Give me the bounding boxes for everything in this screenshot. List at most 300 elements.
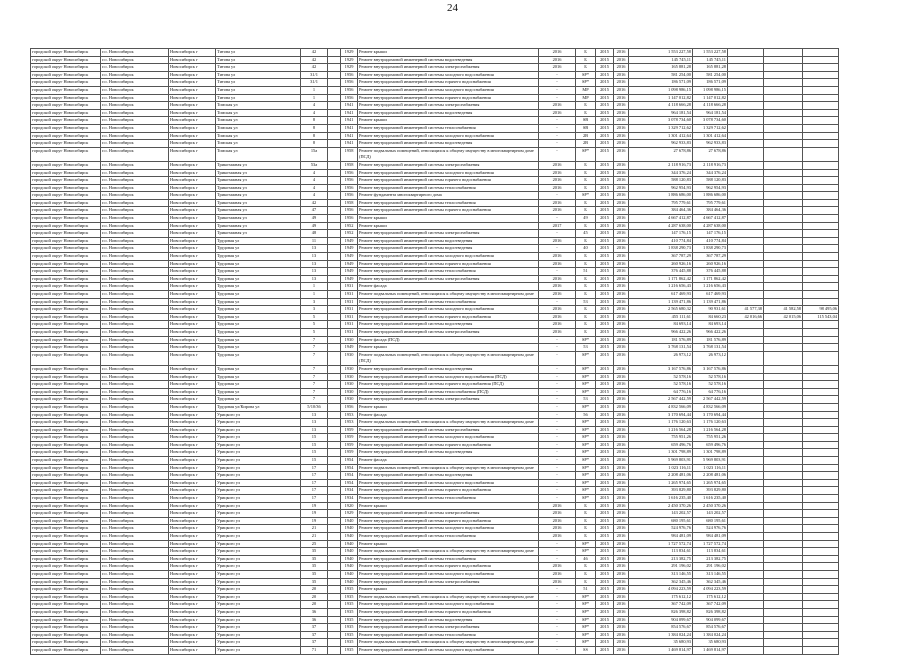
total-cost-cell: 3 078 734,60 [629, 117, 693, 125]
end-year-cell: 2016 [614, 495, 629, 503]
build-year-cell: 1931 [341, 321, 358, 329]
table-body [31, 49, 839, 655]
plan-year-cell: - [539, 373, 576, 381]
street-cell: Урицкого ул [216, 441, 301, 449]
fund-cost-cell: 1 384 024,24 [693, 631, 728, 639]
end-year-cell: 2016 [614, 102, 629, 110]
extra-3-cell [803, 472, 839, 480]
extra-3-cell [803, 495, 839, 503]
house-number-cell: 20 [301, 586, 328, 594]
building-cell [328, 510, 341, 518]
work-type-cell: Ремонт фасада [358, 411, 539, 419]
settlement-cell: г.о. Новосибирск [101, 56, 169, 64]
fund-cost-cell: 4 832 566,09 [693, 403, 728, 411]
build-year-cell: 1949 [341, 344, 358, 352]
total-cost-cell: 1 171 862,42 [629, 275, 693, 283]
building-cell [328, 109, 341, 117]
build-year-cell: 1929 [341, 56, 358, 64]
street-cell: Урицкого ул [216, 578, 301, 586]
fund-cost-cell: 145 745,11 [693, 56, 728, 64]
extra-3-cell [803, 94, 839, 102]
start-year-cell: 2015 [596, 215, 614, 223]
build-year-cell: 1930 [341, 373, 358, 381]
extra-2-cell [764, 328, 803, 336]
building-cell [328, 275, 341, 283]
build-year-cell: 1949 [341, 260, 358, 268]
extra-3-cell: 98 495,06 [803, 306, 839, 314]
city-cell: Новосибирск г [169, 593, 216, 601]
plan-year-cell: 2016 [539, 563, 576, 571]
work-type-cell: Ремонт внутридомовой инженерной системы электроснабжения [358, 396, 539, 404]
street-cell: Трудовая ул [216, 253, 301, 261]
extra-2-cell [764, 631, 803, 639]
building-cell [328, 464, 341, 472]
building-cell [328, 321, 341, 329]
building-cell [328, 381, 341, 389]
extra-3-cell: 115 543,04 [803, 313, 839, 321]
code-cell: SP* [576, 426, 596, 434]
district-cell: городской округ Новосибирск [31, 365, 101, 373]
district-cell: городской округ Новосибирск [31, 631, 101, 639]
total-cost-cell: 962 933,83 [629, 140, 693, 148]
building-cell [328, 457, 341, 465]
fund-cost-cell: 113 834,61 [693, 548, 728, 556]
plan-year-cell: 2016 [539, 161, 576, 169]
build-year-cell: 1954 [341, 457, 358, 465]
street-cell: Трудовая ул [216, 365, 301, 373]
end-year-cell: 2016 [614, 624, 629, 632]
district-cell: городской округ Новосибирск [31, 586, 101, 594]
district-cell: городской округ Новосибирск [31, 510, 101, 518]
plan-year-cell: - [539, 268, 576, 276]
plan-year-cell: 2016 [539, 169, 576, 177]
district-cell: городской округ Новосибирск [31, 291, 101, 299]
building-cell [328, 517, 341, 525]
start-year-cell: 2015 [596, 624, 614, 632]
district-cell: городской округ Новосибирск [31, 207, 101, 215]
total-cost-cell: 1 139 471,86 [629, 298, 693, 306]
extra-1-cell [728, 510, 764, 518]
settlement-cell: г.о. Новосибирск [101, 510, 169, 518]
total-cost-cell: 455 111,61 [629, 313, 693, 321]
house-number-cell: 7 [301, 373, 328, 381]
district-cell: городской округ Новосибирск [31, 94, 101, 102]
plan-year-cell: - [539, 124, 576, 132]
house-number-cell: 48 [301, 230, 328, 238]
settlement-cell: г.о. Новосибирск [101, 64, 169, 72]
extra-3-cell [803, 570, 839, 578]
extra-1-cell [728, 86, 764, 94]
city-cell: Новосибирск г [169, 540, 216, 548]
house-number-cell: 1 [301, 291, 328, 299]
extra-1-cell [728, 268, 764, 276]
code-cell: 2В [576, 140, 596, 148]
build-year-cell: 1940 [341, 540, 358, 548]
settlement-cell: г.о. Новосибирск [101, 124, 169, 132]
street-cell: Трудовая ул [216, 291, 301, 299]
end-year-cell: 2016 [614, 351, 629, 365]
code-cell: SP* [576, 624, 596, 632]
start-year-cell: 2015 [596, 434, 614, 442]
district-cell: городской округ Новосибирск [31, 306, 101, 314]
total-cost-cell: 1 384 024,24 [629, 631, 693, 639]
extra-1-cell [728, 245, 764, 253]
fund-cost-cell: 904 099,67 [693, 616, 728, 624]
building-cell [328, 563, 341, 571]
table-row [31, 184, 839, 192]
plan-year-cell: - [539, 631, 576, 639]
build-year-cell: 1930 [341, 396, 358, 404]
extra-2-cell [764, 616, 803, 624]
table-row [31, 71, 839, 79]
code-cell: 40 [576, 245, 596, 253]
extra-1-cell [728, 344, 764, 352]
building-cell [328, 192, 341, 200]
start-year-cell: 2015 [596, 336, 614, 344]
total-cost-cell: 1 147 012,82 [629, 94, 693, 102]
start-year-cell: 2015 [596, 140, 614, 148]
building-cell [328, 245, 341, 253]
extra-3-cell [803, 207, 839, 215]
total-cost-cell: 524 976,76 [629, 525, 693, 533]
table-row [31, 616, 839, 624]
build-year-cell: 1935 [341, 586, 358, 594]
city-cell: Новосибирск г [169, 646, 216, 654]
total-cost-cell: 4 118 666,28 [629, 102, 693, 110]
plan-year-cell: - [539, 132, 576, 140]
code-cell: SP* [576, 464, 596, 472]
table-row [31, 140, 839, 148]
plan-year-cell: - [539, 616, 576, 624]
start-year-cell: 2015 [596, 403, 614, 411]
extra-2-cell [764, 245, 803, 253]
extra-1-cell [728, 260, 764, 268]
total-cost-cell: 147 176,15 [629, 230, 693, 238]
fund-cost-cell: 984 481,09 [693, 533, 728, 541]
total-cost-cell: 2 565 680,32 [629, 306, 693, 314]
plan-year-cell: 2016 [539, 253, 576, 261]
code-cell: SP* [576, 495, 596, 503]
total-cost-cell: 84 693,14 [629, 321, 693, 329]
page-number: 24 [447, 2, 458, 14]
plan-year-cell: - [539, 441, 576, 449]
extra-3-cell [803, 381, 839, 389]
settlement-cell: г.о. Новосибирск [101, 268, 169, 276]
building-cell [328, 64, 341, 72]
plan-year-cell: 2016 [539, 313, 576, 321]
extra-3-cell [803, 291, 839, 299]
total-cost-cell: 581 254,00 [629, 71, 693, 79]
build-year-cell: 1941 [341, 117, 358, 125]
total-cost-cell: 362 345,46 [629, 578, 693, 586]
work-type-cell: Ремонт внутридомовой инженерной системы горячего водоснабжения [358, 517, 539, 525]
fund-cost-cell: 3 768 131,54 [693, 344, 728, 352]
city-cell: Новосибирск г [169, 253, 216, 261]
total-cost-cell: 165 881,28 [629, 64, 693, 72]
table-row [31, 102, 839, 110]
start-year-cell: 2015 [596, 502, 614, 510]
start-year-cell: 2015 [596, 426, 614, 434]
fund-cost-cell: 26 973,12 [693, 351, 728, 365]
extra-3-cell [803, 64, 839, 72]
build-year-cell: 1956 [341, 207, 358, 215]
extra-3-cell [803, 344, 839, 352]
house-number-cell: 8 [301, 124, 328, 132]
code-cell: SP* [576, 449, 596, 457]
plan-year-cell: - [539, 79, 576, 87]
total-cost-cell: 755 951,26 [629, 434, 693, 442]
district-cell: городской округ Новосибирск [31, 555, 101, 563]
total-cost-cell: 1 023 116,11 [629, 464, 693, 472]
table-row [31, 117, 839, 125]
extra-2-cell [764, 64, 803, 72]
plan-year-cell: - [539, 192, 576, 200]
extra-1-cell [728, 177, 764, 185]
building-cell [328, 86, 341, 94]
extra-2-cell [764, 365, 803, 373]
plan-year-cell: - [539, 479, 576, 487]
table-row [31, 64, 839, 72]
total-cost-cell: 617 469,93 [629, 291, 693, 299]
work-type-cell: Ремонт внутридомовой инженерной системы холодного водоснабжения [358, 570, 539, 578]
fund-cost-cell: 1 727 572,74 [693, 540, 728, 548]
city-cell: Новосибирск г [169, 237, 216, 245]
plan-year-cell: 2016 [539, 275, 576, 283]
extra-3-cell [803, 199, 839, 207]
building-cell [328, 426, 341, 434]
table-row [31, 365, 839, 373]
end-year-cell: 2016 [614, 540, 629, 548]
district-cell: городской округ Новосибирск [31, 169, 101, 177]
city-cell: Новосибирск г [169, 56, 216, 64]
start-year-cell: 2015 [596, 102, 614, 110]
district-cell: городской округ Новосибирск [31, 132, 101, 140]
table-row [31, 313, 839, 321]
start-year-cell: 2015 [596, 388, 614, 396]
district-cell: городской округ Новосибирск [31, 328, 101, 336]
house-number-cell: 7 [301, 365, 328, 373]
city-cell: Новосибирск г [169, 245, 216, 253]
build-year-cell: 1956 [341, 192, 358, 200]
total-cost-cell: 1 216 656,43 [629, 283, 693, 291]
extra-2-cell [764, 268, 803, 276]
building-cell [328, 56, 341, 64]
extra-1-cell [728, 586, 764, 594]
city-cell: Новосибирск г [169, 268, 216, 276]
plan-year-cell: - [539, 601, 576, 609]
work-type-cell: Ремонт внутридомовой инженерной системы горячего водоснабжения [358, 207, 539, 215]
fund-cost-cell: 260 926,16 [693, 260, 728, 268]
start-year-cell: 2015 [596, 230, 614, 238]
extra-1-cell [728, 472, 764, 480]
settlement-cell: г.о. Новосибирск [101, 147, 169, 161]
street-cell: Трудовая ул [216, 388, 301, 396]
settlement-cell: г.о. Новосибирск [101, 71, 169, 79]
extra-2-cell [764, 222, 803, 230]
work-type-cell: Ремонт внутридомовой инженерной системы электроснабжения [358, 510, 539, 518]
street-cell: Трудовая ул [216, 283, 301, 291]
total-cost-cell: 145 745,11 [629, 56, 693, 64]
city-cell: Новосибирск г [169, 510, 216, 518]
house-number-cell: 7 [301, 344, 328, 352]
settlement-cell: г.о. Новосибирск [101, 169, 169, 177]
total-cost-cell: 27 678,86 [629, 147, 693, 161]
city-cell: Новосибирск г [169, 441, 216, 449]
extra-3-cell [803, 487, 839, 495]
start-year-cell: 2015 [596, 411, 614, 419]
extra-2-cell [764, 578, 803, 586]
build-year-cell: 1949 [341, 245, 358, 253]
district-cell: городской округ Новосибирск [31, 411, 101, 419]
code-cell: SS [576, 646, 596, 654]
start-year-cell: 2015 [596, 184, 614, 192]
district-cell: городской округ Новосибирск [31, 79, 101, 87]
city-cell: Новосибирск г [169, 396, 216, 404]
city-cell: Новосибирск г [169, 411, 216, 419]
building-cell [328, 298, 341, 306]
plan-year-cell: 2016 [539, 283, 576, 291]
extra-2-cell [764, 624, 803, 632]
work-type-cell: Ремонт фундамента многоквартирного дома [358, 192, 539, 200]
total-cost-cell: 904 099,67 [629, 616, 693, 624]
work-type-cell: Ремонт подвальных помещений, относящихся к общему имуществу в многоквартирном доме [358, 593, 539, 601]
district-cell: городской округ Новосибирск [31, 563, 101, 571]
street-cell: Урицкого ул [216, 495, 301, 503]
fund-cost-cell: 367 787,29 [693, 253, 728, 261]
work-type-cell: Ремонт подвальных помещений, относящихся к общему имуществу в многоквартирном доме [358, 291, 539, 299]
table-row [31, 298, 839, 306]
extra-3-cell [803, 169, 839, 177]
start-year-cell: 2015 [596, 555, 614, 563]
extra-1-cell: 42 016,66 [728, 313, 764, 321]
building-cell [328, 631, 341, 639]
table-row [31, 321, 839, 329]
fund-cost-cell: 143 202,57 [693, 510, 728, 518]
extra-1-cell [728, 321, 764, 329]
table-row [31, 593, 839, 601]
work-type-cell: Ремонт внутридомовой инженерной системы холодного водоснабжения [358, 525, 539, 533]
code-cell: Б [576, 570, 596, 578]
building-cell [328, 140, 341, 148]
street-cell: Трудовая ул [216, 328, 301, 336]
total-cost-cell: 181 576,89 [629, 336, 693, 344]
fund-cost-cell: 181 576,89 [693, 336, 728, 344]
city-cell: Новосибирск г [169, 403, 216, 411]
plan-year-cell: 2016 [539, 237, 576, 245]
extra-1-cell [728, 457, 764, 465]
house-number-cell: 19 [301, 517, 328, 525]
plan-year-cell: 2016 [539, 177, 576, 185]
start-year-cell: 2015 [596, 344, 614, 352]
house-number-cell: 21 [301, 533, 328, 541]
fund-cost-cell: 2 118 916,73 [693, 161, 728, 169]
extra-3-cell [803, 351, 839, 365]
house-number-cell: 36 [301, 608, 328, 616]
building-cell [328, 578, 341, 586]
extra-2-cell [764, 540, 803, 548]
building-cell [328, 608, 341, 616]
end-year-cell: 2016 [614, 147, 629, 161]
build-year-cell: 1934 [341, 495, 358, 503]
street-cell: Урицкого ул [216, 487, 301, 495]
street-cell: Трудовая ул [216, 336, 301, 344]
district-cell: городской округ Новосибирск [31, 646, 101, 654]
end-year-cell: 2016 [614, 328, 629, 336]
code-cell: SP* [576, 487, 596, 495]
fund-cost-cell: 1 553 227,58 [693, 49, 728, 57]
extra-3-cell [803, 245, 839, 253]
city-cell: Новосибирск г [169, 344, 216, 352]
table-row [31, 646, 839, 654]
fund-cost-cell: 1 216 564,28 [693, 426, 728, 434]
building-cell [328, 177, 341, 185]
district-cell: городской округ Новосибирск [31, 184, 101, 192]
start-year-cell: 2015 [596, 351, 614, 365]
extra-3-cell [803, 525, 839, 533]
city-cell: Новосибирск г [169, 222, 216, 230]
work-type-cell: Ремонт внутридомовой инженерной системы теплоснабжения (ПСД) [358, 388, 539, 396]
table-row [31, 388, 839, 396]
end-year-cell: 2016 [614, 563, 629, 571]
settlement-cell: г.о. Новосибирск [101, 140, 169, 148]
fund-cost-cell: 1 098 986,15 [693, 86, 728, 94]
start-year-cell: 2015 [596, 578, 614, 586]
building-cell [328, 49, 341, 57]
extra-3-cell [803, 373, 839, 381]
city-cell: Новосибирск г [169, 199, 216, 207]
fund-cost-cell: 1 301 412,64 [693, 132, 728, 140]
district-cell: городской округ Новосибирск [31, 525, 101, 533]
house-number-cell: 4 [301, 109, 328, 117]
start-year-cell: 2015 [596, 441, 614, 449]
extra-3-cell [803, 578, 839, 586]
settlement-cell: г.о. Новосибирск [101, 601, 169, 609]
extra-1-cell [728, 578, 764, 586]
work-type-cell: Ремонт фасада [358, 457, 539, 465]
fund-cost-cell: 147 176,15 [693, 230, 728, 238]
street-cell: Урицкого ул [216, 586, 301, 594]
start-year-cell: 2015 [596, 94, 614, 102]
settlement-cell: г.о. Новосибирск [101, 291, 169, 299]
extra-3-cell [803, 441, 839, 449]
extra-3-cell [803, 328, 839, 336]
settlement-cell: г.о. Новосибирск [101, 631, 169, 639]
city-cell: Новосибирск г [169, 86, 216, 94]
code-cell: Б [576, 578, 596, 586]
building-cell [328, 328, 341, 336]
code-cell: Б [576, 283, 596, 291]
end-year-cell: 2016 [614, 79, 629, 87]
fund-cost-cell: 3 170 694,44 [693, 411, 728, 419]
street-cell: Трикотажная ул [216, 199, 301, 207]
table-row [31, 601, 839, 609]
plan-year-cell: - [539, 351, 576, 365]
city-cell: Новосибирск г [169, 71, 216, 79]
start-year-cell: 2015 [596, 525, 614, 533]
street-cell: Урицкого ул [216, 479, 301, 487]
end-year-cell: 2016 [614, 117, 629, 125]
start-year-cell: 2015 [596, 328, 614, 336]
start-year-cell: 2015 [596, 510, 614, 518]
extra-1-cell [728, 283, 764, 291]
table-row [31, 199, 839, 207]
work-type-cell: Ремонт внутридомовой инженерной системы горячего водоснабжения [358, 441, 539, 449]
table-row [31, 177, 839, 185]
end-year-cell: 2016 [614, 207, 629, 215]
extra-1-cell [728, 147, 764, 161]
building-cell [328, 71, 341, 79]
table-row [31, 268, 839, 276]
